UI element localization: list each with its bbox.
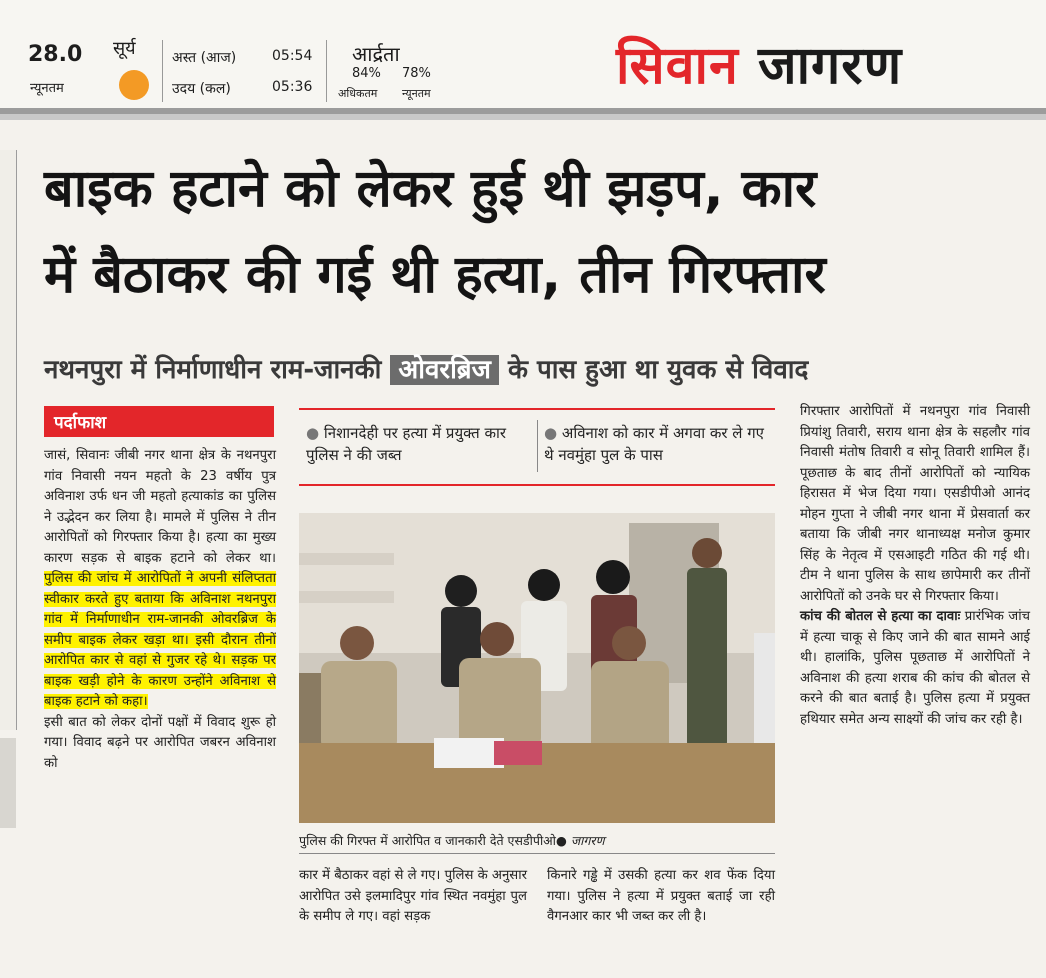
section-tag: पर्दाफाश <box>44 406 274 437</box>
header-divider <box>326 40 327 102</box>
humidity-min: 78% <box>402 66 431 81</box>
sunset-label: अस्त (आज) <box>172 50 237 66</box>
points-top-rule <box>299 408 775 410</box>
article-paragraph <box>800 607 1030 730</box>
article-paragraph: कार में बैठाकर वहां से ले गए। पुलिस के अनुसार आरोपित उसे इलमादिपुर गांव स्थित नवमुंहा पुल के समीप ले गए। वहां सड़क <box>299 868 528 924</box>
temperature-value: 28.0 <box>28 42 83 67</box>
point-left-text: निशानदेही पर हत्या में प्रयुक्त कार पुलिस ने की जब्त <box>306 424 507 464</box>
adjacent-column-edge <box>0 150 17 730</box>
paragraph-text: जासं, सिवानः जीबी नगर थाना क्षेत्र के नथनपुरा गांव निवासी नयन महतो के 23 वर्षीय पुत्र अविनाश उर्फ धन जी महतो हत्याकांड का पुलिस ने उद्भेदन कर लिया है। मामले में पुलिस ने तीन आरोपितों को गिरफ्तार किया है। हत्या का मुख्य कारण सड़क से बाइक हटाने को लेकर था। <box>44 448 276 566</box>
photo-illustration <box>299 513 775 823</box>
article-column-3 <box>547 866 775 928</box>
subheadline-part-2: के पास हुआ था युवक से विवाद <box>508 355 809 385</box>
masthead-word-1: सिवान <box>616 36 739 96</box>
article-paragraph: इसी बात को लेकर दोनों पक्षों में विवाद शुरू हो गया। विवाद बढ़ने पर आरोपित जबरन अविनाश को <box>44 714 276 771</box>
sunrise-time: 05:36 <box>272 79 313 95</box>
temperature-label: न्यूनतम <box>30 81 64 96</box>
point-right-text: अविनाश को कार में अगवा कर ले गए थे नवमुंहा पुल के पास <box>544 424 764 464</box>
photo-caption <box>299 832 605 849</box>
points-divider <box>537 420 538 472</box>
news-photo <box>299 513 775 823</box>
photo-credit: जागरण <box>570 833 605 848</box>
headline-line-1: बाइक हटाने को लेकर हुई थी झड़प, कार <box>44 159 817 219</box>
humidity-max: 84% <box>352 66 381 81</box>
subheadline-part-1: नथनपुरा में निर्माणाधीन राम-जानकी <box>44 355 382 385</box>
article-column-2 <box>299 866 527 928</box>
article-paragraph: किनारे गड्ढे में उसकी हत्या कर शव फेंक दिया गया। पुलिस ने हत्या में प्रयुक्त बताई जा रही वैगनआर कार भी जब्त कर ली है। <box>547 868 775 924</box>
paragraph-text: प्रारंभिक जांच में हत्या चाकू से किए जाने की बात सामने आई थी। हालांकि, पुलिस पूछताछ में आरोपितों ने अविनाश की हत्या शराब की कांच की बोतल से करने की बात बताई है। पुलिस हत्या में प्रयुक्त हथियार समेत अन्य साक्ष्यों की जांच कर रही है। <box>800 609 1030 727</box>
header-rule-shadow <box>0 114 1046 120</box>
sunrise-label: उदय (कल) <box>172 81 231 97</box>
sunset-time: 05:54 <box>272 48 313 64</box>
bullet-icon: ● <box>306 424 320 442</box>
highlighted-text: पुलिस की जांच में आरोपितों ने अपनी संलिप्तता स्वीकार करते हुए बताया कि अविनाश नथनपुरा गांव में निर्माणाधीन राम-जानकी ओवरब्रिज के समीप बाइक लेकर खड़ा था। इसी दौरान तीनों आरोपित कार से वहां से गुजर रहे थे। सड़क पर बाइक खड़ी होने के कारण उन्होंने अविनाश से बाइक हटाने को कहा। <box>44 571 276 709</box>
masthead-logo <box>616 28 902 99</box>
sun-label: सूर्य <box>113 38 136 59</box>
header-divider <box>162 40 163 102</box>
headline-line-2: में बैठाकर की गई थी हत्या, तीन गिरफ्तार <box>44 245 826 305</box>
point-left <box>306 422 521 466</box>
points-bottom-rule <box>299 484 775 486</box>
article-paragraph: गिरफ्तार आरोपितों में नथनपुरा गांव निवासी प्रियांशु तिवारी, सराय थाना क्षेत्र के सहलौर गांव निवासी मंतोष तिवारी व सोनू तिवारी शामिल हैं। पूछताछ के बाद तीनों आरोपितों को न्यायिक हिरासत में भेज दिया गया। एसडीपीओ आनंद मोहन गुप्ता ने जीबी नगर थाना में प्रेसवार्ता कर बताया कि जीबी नगर थानाध्यक्ष मनोज कुमार सिंह के नेतृत्व में एसआइटी गठित की गई थी। टीम ने थाना पुलिस के साथ छापेमारी कर तीनों आरोपितों को उनके घर से गिरफ्तार किया। <box>800 404 1030 604</box>
caption-rule <box>299 853 775 854</box>
bullet-icon: ● <box>544 424 558 442</box>
photo-caption-text: पुलिस की गिरफ्त में आरोपित व जानकारी देते एसडीपीओ <box>299 833 556 848</box>
article-column-4 <box>800 402 1030 730</box>
subsection-heading: कांच की बोतल से हत्या का दावाः <box>800 609 961 624</box>
bullet-icon: ● <box>555 833 567 848</box>
subheadline <box>44 350 808 386</box>
humidity-min-label: न्यूनतम <box>402 87 431 100</box>
adjacent-column-box <box>0 738 16 828</box>
humidity-label: आर्द्रता <box>352 42 400 66</box>
sun-icon <box>119 70 149 100</box>
point-right <box>544 422 769 466</box>
humidity-max-label: अधिकतम <box>338 87 378 100</box>
subheadline-boxed: ओवरब्रिज <box>390 355 499 385</box>
article-column-1 <box>44 446 276 774</box>
article-paragraph <box>44 446 276 713</box>
masthead-word-2: जागरण <box>757 36 903 96</box>
